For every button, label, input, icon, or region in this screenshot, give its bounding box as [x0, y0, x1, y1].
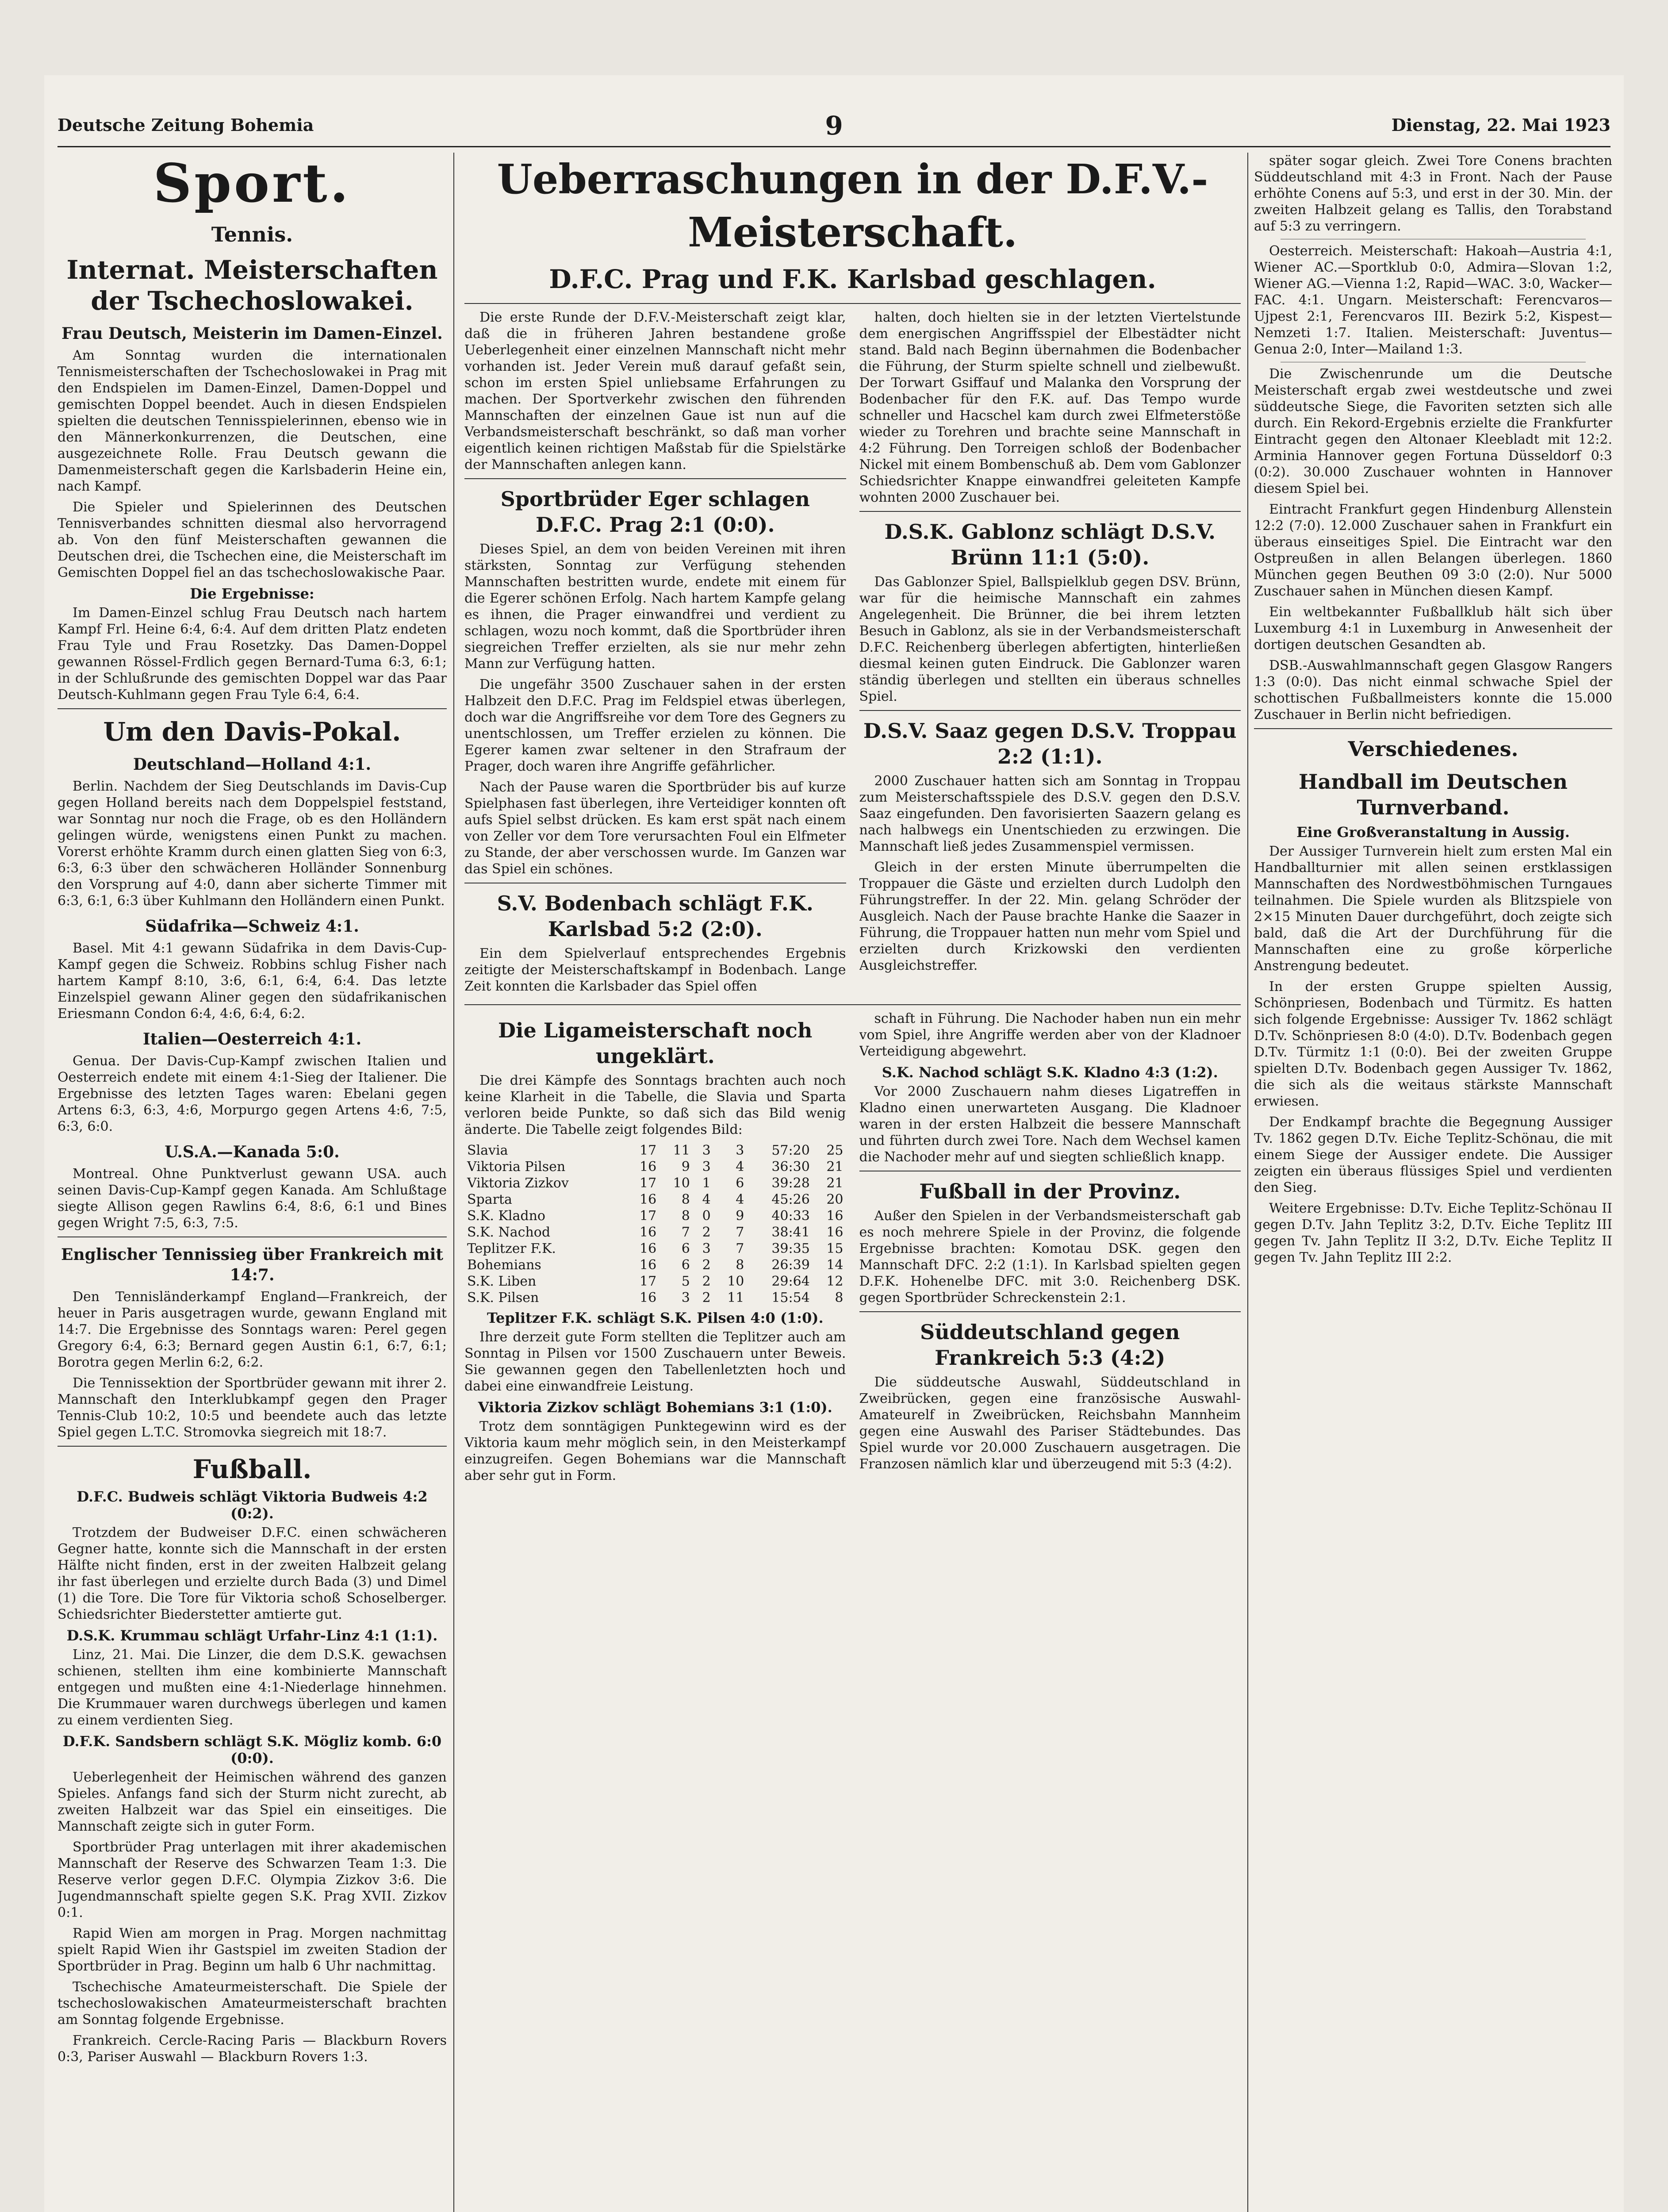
table-cell: 8: [736, 1257, 744, 1273]
table-cell: 4: [736, 1159, 744, 1175]
table-cell: 8: [681, 1192, 690, 1207]
table-cell: 11: [727, 1290, 744, 1306]
article-subheadline: Frau Deutsch, Meisterin im Damen-Einzel.: [61, 324, 443, 343]
table-cell: 17: [640, 1208, 657, 1224]
article-paragraph: Die Tennissektion der Sportbrüder gewann mit ihrer 2. Mannschaft den Interklubkampf gegen den Prager Tennis-Club 10:2, 10:5 und beendete auch das letzte Spiel gegen L.T.C. Stromovka siegreich mit 18:7.: [58, 1375, 447, 1440]
newspaper-page: [44, 75, 1624, 2212]
table-cell: 26:39: [771, 1257, 810, 1273]
article-paragraph: Basel. Mit 4:1 gewann Südafrika in dem Davis-Cup-Kampf gegen die Schweiz. Robbins schlug Fisher nach hartem Kampf 8:10, 3:6, 6:1, 6:4, 6:4. Das letzte Einzelspiel gewann Aliner gegen den südafrikanischen Eriesmann Condon 6:4, 4:6, 6:4, 6:2.: [58, 941, 447, 1022]
divider: [58, 1446, 447, 1447]
article-headline: Handball im Deutschen Turnverband.: [1299, 770, 1568, 819]
table-cell: 2: [702, 1225, 711, 1240]
table-cell: 3: [702, 1159, 711, 1175]
article-paragraph: Rapid Wien am morgen in Prag. Morgen nachmittag spielt Rapid Wien ihr Gastspiel im zweiten Stadion der Sportbrüder in Prag. Beginn um halb 6 Uhr nachmittag.: [58, 1926, 447, 1974]
running-header: [58, 111, 1610, 142]
table-cell: 21: [826, 1159, 844, 1175]
table-cell: 16: [826, 1225, 844, 1240]
article-headline: Die Ligameisterschaft noch ungeklärt.: [498, 1018, 813, 1068]
table-cell: S.K. Kladno: [467, 1208, 545, 1224]
table-cell: Slavia: [467, 1143, 508, 1158]
article-paragraph: Montreal. Ohne Punktverlust gewann USA. auch seinen Davis-Cup-Kampf gegen Kanada. Am Schlußtage siegte Allison gegen Rawlins 6:4, 8:6, 6:1 und Bines gegen Wright 7:5, 6:3, 7:5.: [58, 1166, 447, 1231]
divider: [859, 710, 1241, 711]
article-subheadline: U.S.A.—Kanada 5:0.: [165, 1143, 340, 1161]
divider: [464, 303, 1241, 304]
table-cell: 16: [640, 1225, 657, 1240]
table-cell: 25: [826, 1143, 844, 1158]
table-cell: 10: [673, 1175, 690, 1191]
table-cell: 9: [736, 1208, 744, 1224]
article-paragraph: Trotzdem der Budweiser D.F.C. einen schwächeren Gegner hatte, konnte sich die Mannschaft in der ersten Hälfte nicht finden, erst in der zweiten Halbzeit gelang ihr fast überlegen und erzielte durch Bada (3) und Dimel (1) die Tore. Die Tore für Viktoria schoß Schoselberger. Schiedsrichter Biederstetter amtierte gut.: [58, 1525, 447, 1622]
article-paragraph: Im Damen-Einzel schlug Frau Deutsch nach hartem Kampf Frl. Heine 6:4, 6:4. Auf dem dritten Platz endeten Frau Tyle und Frau Rosetzky. Das Damen-Doppel gewannen Rössel-Frdlich gegen Bernard-Tuma 6:3, 6:1; in der Schlußrunde des gemischten Doppel war das Paar Deutsch-Kuhlmann gegen Frau Tyle 6:4, 6:4.: [58, 605, 447, 703]
article-subheadline: D.F.C. Budweis schlägt Viktoria Budweis 4:2 (0:2).: [77, 1488, 428, 1522]
article-paragraph: Tschechische Amateurmeisterschaft. Die Spiele der tschechoslowakischen Amateurmeisterschaft brachten am Sonntag folgende Ergebnisse.: [58, 1979, 447, 2028]
article-subheadline: D.S.K. Krummau schlägt Urfahr-Linz 4:1 (1:1).: [66, 1627, 438, 1644]
table-cell: 7: [736, 1241, 744, 1256]
table-row: [464, 1224, 846, 1240]
divider: [464, 1004, 1241, 1005]
table-cell: 2: [702, 1257, 711, 1273]
table-cell: 3: [702, 1143, 711, 1158]
article-subheadline: Deutschland—Holland 4:1.: [133, 755, 372, 774]
table-cell: 17: [640, 1175, 657, 1191]
article-paragraph: Vor 2000 Zuschauern nahm dieses Ligatreffen in Kladno einen unerwarteten Ausgang. Die Kladnoer waren in der ersten Halbzeit die bessere Mannschaft und führten durch zwei Tore. Nach dem Wechsel kamen die Nachoder mehr auf und siegten schließlich knapp.: [859, 1084, 1241, 1165]
article-column-right: [859, 309, 1241, 999]
article-paragraph: Gleich in der ersten Minute überrumpelten die Troppauer die Gäste und erzielten durch Ludolph den Führungstreffer. In der 22. Min. gelang Schröder der Ausgleich. Nach der Pause brachte Hanke die Saazer in Führung, die Troppauer hatten nun mehr vom Spiel und erzielten durch Krizkowski den verdienten Ausgleichstreffer.: [859, 860, 1241, 973]
table-cell: 15: [826, 1241, 844, 1256]
table-row: [464, 1191, 846, 1208]
article-paragraph: Die süddeutsche Auswahl, Süddeutschland in Zweibrücken, gegen eine französische Auswahl-Amateurelf in Zweibrücken, Reichsbahn Mannheim gegen eine Auswahl des Pariser Städtebundes. Das Spiel wurde vor 20.000 Zuschauern ausgetragen. Die Franzosen nämlich klar und überzeugend mit 5:3 (4:2).: [859, 1375, 1241, 1472]
article-column-right: [859, 1010, 1241, 1488]
divider: [859, 511, 1241, 512]
header-rule: [58, 146, 1610, 147]
article-paragraph: Ein weltbekannter Fußballklub hält sich über Luxemburg 4:1 in Luxemburg in Anwesenheit der dortigen deutschen Gesandten ab.: [1254, 604, 1612, 653]
article-subheadline: D.F.K. Sandsbern schlägt S.K. Mögliz komb. 6:0 (0:0).: [62, 1733, 442, 1767]
table-cell: Sparta: [467, 1192, 512, 1207]
table-cell: 15:54: [771, 1290, 810, 1306]
article-headline: S.V. Bodenbach schlägt F.K. Karlsbad 5:2 (2:0).: [497, 891, 813, 941]
table-cell: 36:30: [771, 1159, 810, 1175]
article-paragraph: DSB.-Auswahlmannschaft gegen Glasgow Rangers 1:3 (0:0). Das nicht einmal schwache Spiel der schottischen Fußballmeisters konnte die 15.000 Zuschauer in Berlin nicht befriedigen.: [1254, 658, 1612, 722]
table-cell: 3: [736, 1143, 744, 1158]
table-row: [464, 1240, 846, 1257]
table-cell: Teplitzer F.K.: [467, 1241, 556, 1256]
table-cell: S.K. Nachod: [467, 1225, 551, 1240]
results-paragraph: Oesterreich. Meisterschaft: Hakoah—Austria 4:1, Wiener AC.—Sportklub 0:0, Admira—Slovan 1:2, Wiener AG.—Vienna 1:2, Rapid—WAC. 3:0, Wacker—FAC. 4:1. Ungarn. Meisterschaft: Ferencvaros—Ujpest 2:1, Ferencvaros III. Bezirk 5:2, Kispest—Nemzeti 1:7. Italien. Meisterschaft: Juventus—Genua 2:0, Inter—Mailand 1:3.: [1254, 243, 1612, 357]
article-paragraph: Am Sonntag wurden die internationalen Tennismeisterschaften der Tschechoslowakei in Prag mit den Endspielen im Damen-Einzel, Damen-Doppel und gemischten Doppel beendet. Auch in diesen Endspielen spielten die deutschen Tennisspielerinnen, ebenso wie in den Männerkonkurrenzen, die Deutschen, eine ausgezeichnete Rolle. Frau Deutsch gewann die Damenmeisterschaft gegen die Karlsbaderin Heine ein, nach Kampf.: [58, 348, 447, 494]
table-cell: 45:26: [771, 1192, 810, 1207]
article-headline: Fußball.: [192, 1454, 312, 1484]
article-subheadline: Südafrika—Schweiz 4:1.: [145, 917, 359, 936]
table-cell: 16: [640, 1159, 657, 1175]
table-cell: 7: [736, 1225, 744, 1240]
article-column-left: [464, 309, 846, 999]
divider: [1254, 728, 1612, 729]
table-row: [464, 1257, 846, 1273]
table-row: [464, 1208, 846, 1224]
table-cell: 1: [702, 1175, 711, 1191]
article-paragraph: Der Endkampf brachte die Begegnung Aussiger Tv. 1862 gegen D.Tv. Eiche Teplitz-Schönau, die mit einem Siege der Aussiger endete. Die Aussiger zeigten ein überaus flüssiges Spiel und verdienten den Sieg.: [1254, 1114, 1612, 1195]
article-paragraph: Ihre derzeit gute Form stellten die Teplitzer auch am Sonntag in Pilsen vor 1500 Zuschauern unter Beweis. Sie gewannen gegen den Tabellenletzten hoch und dabei eine einwandfreie Leistung.: [464, 1329, 846, 1394]
article-subheadline: Viktoria Zizkov schlägt Bohemians 3:1 (1:0).: [478, 1399, 832, 1416]
table-row: [464, 1290, 846, 1306]
column-right: [1254, 153, 1612, 2212]
table-cell: 11: [673, 1143, 690, 1158]
article-paragraph: schaft in Führung. Die Nachoder haben nun ein mehr vom Spiel, ihre Angriffe werden aber von der Kladnoer Verteidigung abgewehrt.: [859, 1011, 1241, 1059]
article-paragraph: Weitere Ergebnisse: D.Tv. Eiche Teplitz-Schönau II gegen D.Tv. Jahn Teplitz 3:2, D.Tv. Eiche Teplitz III gegen Tv. Jahn Teplitz II 3:2, D.Tv. Eiche Teplitz II gegen Tv. Jahn Teplitz III 2:2.: [1254, 1201, 1612, 1265]
table-cell: 3: [681, 1290, 690, 1306]
article-headline: D.S.V. Saaz gegen D.S.V. Troppau 2:2 (1:1).: [863, 719, 1237, 768]
article-paragraph: Das Gablonzer Spiel, Ballspielklub gegen DSV. Brünn, war für die heimische Mannschaft ein zahmes Angelegenheit. Die Brünner, die bei ihrem letzten Besuch in Gablonz, als sie in der Verbandsmeisterschaft D.F.C. Reichenberg überlegen abfertigten, hinterließen diesmal keinen guten Eindruck. Die Gablonzer waren ständig überlegen und stellten ein überaus schnelles Spiel.: [859, 574, 1241, 704]
tennis-section-head: Tennis.: [211, 223, 293, 246]
table-cell: 9: [681, 1159, 690, 1175]
main-subheadline: D.F.C. Prag und F.K. Karlsbad geschlagen.: [549, 264, 1156, 294]
page-number: 9: [825, 111, 843, 141]
article-paragraph: Eintracht Frankfurt gegen Hindenburg Allenstein 12:2 (7:0). 12.000 Zuschauer sahen in Frankfurt ein überaus einseitiges Spiel. Die Eintracht war den Ostpreußen in allen Belangen überlegen. 1860 München gegen Beuthen 09 3:0 (2:0). Nur 5000 Zuschauer sahen in München diesen Kampf.: [1254, 502, 1612, 599]
article-paragraph: Dieses Spiel, an dem von beiden Vereinen mit ihren stärksten, Sonntag zur Verfügung stehenden Mannschaften bestritten wurde, endete mit einem für die Egerer schönen Erfolg. Nach hartem Kampfe gelang es ihnen, die Prager einwandfrei und verdient zu schlagen, wozu noch kommt, daß die Sportbrüder ihren siegreichen Treffer erzielten, als sie nur mehr zehn Mann zur Verfügung hatten.: [464, 541, 846, 672]
article-subheadline: Teplitzer F.K. schlägt S.K. Pilsen 4:0 (1:0).: [487, 1310, 824, 1326]
table-cell: 17: [640, 1143, 657, 1158]
article-headline: Fußball in der Provinz.: [919, 1179, 1181, 1203]
divider: [859, 1311, 1241, 1312]
table-cell: 16: [640, 1192, 657, 1207]
table-cell: 38:41: [771, 1225, 810, 1240]
article-paragraph: Die ungefähr 3500 Zuschauer sahen in der ersten Halbzeit den D.F.C. Prag im Feldspiel etwas überlegen, doch war die Angriffsreihe vor dem Tore des Gegners zu unentschlossen, um Treffer erzielen zu können. Die Egerer kamen zwar seltener in den Strafraum der Prager, doch waren ihre Angriffe gefährlicher.: [464, 677, 846, 774]
table-cell: S.K. Liben: [467, 1274, 537, 1289]
table-cell: Viktoria Pilsen: [467, 1159, 566, 1175]
table-cell: 16: [826, 1208, 844, 1224]
article-headline: D.S.K. Gablonz schlägt D.S.V. Brünn 11:1 (5:0).: [884, 520, 1216, 569]
article-paragraph: Der Aussiger Turnverein hielt zum ersten Mal ein Handballturnier mit allen seinen erstklassigen Mannschaften des Nordwestböhmischen Turngaues teilnahmen. Die Spiele wurden als Blitzspiele von 2×15 Minuten Dauer durchgeführt, doch zeigte sich bald, daß die Art der Durchführung für die Mannschaften eine zu große körperliche Anstrengung bedeutet.: [1254, 844, 1612, 974]
table-cell: 14: [826, 1257, 844, 1273]
article-paragraph: Außer den Spielen in der Verbandsmeisterschaft gab es noch mehrere Spiele in der Provinz, die folgende Ergebnisse brachten: Komotau DSK. gegen den Mannschaft DFC. 2:2 (1:1). In Karlsbad spielten gegen D.F.K. Hohenelbe DFC. mit 3:0. Reichenberg DSK. gegen Sportbrüder Schreckenstein 2:1.: [859, 1208, 1241, 1306]
table-cell: 10: [727, 1274, 744, 1289]
article-subheadline: Italien—Oesterreich 4:1.: [142, 1030, 362, 1048]
column-separator: [453, 153, 454, 2212]
article-headline: Englischer Tennissieg über Frankreich mit 14:7.: [61, 1245, 443, 1284]
article-paragraph: später sogar gleich. Zwei Tore Conens brachten Süddeutschland mit 4:3 in Front. Nach der Pause erhöhte Conens auf 5:3, und erst in der 30. Min. der zweiten Halbzeit gelang es Tallis, den Torabstand auf 5:3 zu verringern.: [1254, 153, 1612, 234]
table-cell: 2: [702, 1290, 711, 1306]
article-paragraph: Berlin. Nachdem der Sieg Deutschlands im Davis-Cup gegen Holland bereits nach dem Doppelspiel feststand, war Sonntag nur noch die Frage, ob es den Holländern gelingen würde, wenigstens einen Punkt zu machen. Vorerst erhöhte Kramm durch einen glatten Sieg von 6:3, 6:3, 6:3 über den schwächeren Holländer Sonnenburg den Vorsprung auf 4:0, dann aber sicherte Timmer mit 6:3, 6:1, 6:3 über Kuhlmann den Holländern einen Punkt.: [58, 779, 447, 909]
article-paragraph: Trotz dem sonntägigen Punktegewinn wird es der Viktoria kaum mehr möglich sein, in den Meisterkampf einzugreifen. Gegen Bohemians war die Mannschaft aber sehr gut in Form.: [464, 1419, 846, 1483]
issue-date: Dienstag, 22. Mai 1923: [1391, 115, 1610, 135]
table-cell: 17: [640, 1274, 657, 1289]
article-paragraph: Ueberlegenheit der Heimischen während des ganzen Spieles. Anfangs fand sich der Sturm nicht zurecht, ab zweiten Halbzeit war das Spiel ein einseitiges. Die Mannschaft zeigte sich in guter Form.: [58, 1770, 447, 1834]
article-paragraph: Linz, 21. Mai. Die Linzer, die dem D.S.K. gewachsen schienen, stellten ihm eine kombinierte Mannschaft entgegen und mußten eine 4:1-Niederlage hinnehmen. Die Krummauer waren durchwegs überlegen und kamen zu einem verdienten Sieg.: [58, 1647, 447, 1728]
main-headline: Ueberraschungen in der D.F.V.-Meisterschaft.: [497, 155, 1208, 256]
article-paragraph: In der ersten Gruppe spielten Aussig, Schönpriesen, Bodenbach und Türmitz. Es hatten sich folgende Ergebnisse: Aussiger Tv. 1862 schlägt D.Tv. Schönpriesen 8:0 (4:0). D.Tv. Bodenbach gegen D.Tv. Türmitz 1:1 (0:0). Bei der zweiten Gruppe spielten D.Tv. Bodenbach gegen Aussiger Tv. 1862, die sich als die weitaus stärkste Mannschaft erwiesen.: [1254, 979, 1612, 1109]
table-row: [464, 1159, 846, 1175]
table-cell: 6: [681, 1241, 690, 1256]
article-subheadline: S.K. Nachod schlägt S.K. Kladno 4:3 (1:2).: [882, 1064, 1218, 1081]
article-headline: Sportbrüder Eger schlagen D.F.C. Prag 2:1 (0:0).: [500, 487, 810, 537]
table-cell: 20: [826, 1192, 844, 1207]
league-table: [464, 1142, 846, 1306]
section-title: Sport.: [153, 153, 351, 215]
table-cell: 8: [681, 1208, 690, 1224]
article-paragraph: Die erste Runde der D.F.V.-Meisterschaft zeigt klar, daß die in früheren Jahren bestandene große Ueberlegenheit einer einzelnen Mannschaft nicht mehr vorhanden ist. Jeder Verein muß darauf gefaßt sein, schon im ersten Spiel unliebsame Erfahrungen zu machen. Der Sportverkehr zwischen den führenden Mannschaften der einzelnen Gaue ist nun auf die Verbandsmeisterschaft beschränkt, so daß man vorher eigentlich keinen richtigen Maßstab für die Spielstärke der Mannschaften anlegen kann.: [464, 310, 846, 472]
table-cell: 16: [640, 1241, 657, 1256]
article-paragraph: Sportbrüder Prag unterlagen mit ihrer akademischen Mannschaft der Reserve des Schwarzen Team 1:3. Die Reserve verlor gegen D.F.C. Olympia Zizkov 3:6. Die Jugendmannschaft spielte gegen S.K. Prag XVII. Zizkov 0:1.: [58, 1839, 447, 1920]
article-paragraph: Die drei Kämpfe des Sonntags brachten auch noch keine Klarheit in die Tabelle, die Slavia und Sparta verloren beide Punkte, so daß sich das Bild wenig änderte. Die Tabelle zeigt folgendes Bild:: [464, 1073, 846, 1137]
table-cell: 4: [702, 1192, 711, 1207]
table-cell: 57:20: [771, 1143, 810, 1158]
article-paragraph: Frankreich. Cercle-Racing Paris — Blackburn Rovers 0:3, Pariser Auswahl — Blackburn Rovers 1:3.: [58, 2033, 447, 2065]
article-subheadline: Eine Großveranstaltung in Aussig.: [1296, 824, 1570, 841]
table-row: [464, 1273, 846, 1290]
divider: [464, 478, 846, 479]
article-paragraph: Genua. Der Davis-Cup-Kampf zwischen Italien und Oesterreich endete mit einem 4:1-Sieg der Italiener. Die Ergebnisse des letzten Tages waren: Ebelani gegen Artens 6:3, 6:3, 4:6, Morpurgo gegen Artens 4:6, 7:5, 6:3, 6:0.: [58, 1053, 447, 1134]
table-cell: 3: [702, 1241, 711, 1256]
table-cell: 0: [702, 1208, 711, 1224]
divider: [58, 708, 447, 709]
article-paragraph: Ein dem Spielverlauf entsprechendes Ergebnis zeitigte der Meisterschaftskampf in Bodenbach. Lange Zeit konnten die Karlsbader das Spiel offen: [464, 946, 846, 994]
table-cell: Bohemians: [467, 1257, 541, 1273]
table-cell: 39:35: [771, 1241, 810, 1256]
table-row: [464, 1175, 846, 1191]
table-cell: 7: [681, 1225, 690, 1240]
table-cell: S.K. Pilsen: [467, 1290, 539, 1306]
section-title: Verschiedenes.: [1348, 737, 1518, 761]
newspaper-name: Deutsche Zeitung Bohemia: [58, 115, 314, 135]
article-headline: Süddeutschland gegen Frankreich 5:3 (4:2): [920, 1320, 1180, 1370]
column-meisterschaft: [464, 153, 1241, 2212]
table-cell: 16: [640, 1257, 657, 1273]
results-label: Die Ergebnisse:: [190, 585, 314, 602]
article-paragraph: Den Tennisländerkampf England—Frankreich, der heuer in Paris ausgetragen wurde, gewann England mit 14:7. Die Ergebnisse des Sonntags waren: Perel gegen Gregory 6:4, 6:3; Bernard gegen Austin 6:1, 6:7, 6:1; Borotra gegen Merlin 6:2, 6:2.: [58, 1289, 447, 1370]
article-column-left: [464, 1010, 846, 1488]
article-columns: [464, 309, 1241, 999]
article-headline: Um den Davis-Pokal.: [103, 717, 401, 747]
table-cell: 40:33: [771, 1208, 810, 1224]
table-cell: 12: [826, 1274, 844, 1289]
column-separator: [1247, 153, 1248, 2212]
article-paragraph: 2000 Zuschauer hatten sich am Sonntag in Troppau zum Meisterschaftsspiele des D.S.V. gegen den D.S.V. Saaz eingefunden. Den favorisierten Saazern gelang es nach halbwegs ein Unentschieden zu erzwingen. Die Mannschaft ließ jedes Zusammenspiel vermissen.: [859, 773, 1241, 854]
table-cell: 16: [640, 1290, 657, 1306]
article-paragraph: halten, doch hielten sie in der letzten Viertelstunde dem energischen Angriffsspiel der Elbestädter nicht stand. Bald nach Beginn übernahmen die Bodenbacher die Führung, der Sturm spielte schnell und zielbewußt. Der Torwart Gsiffauf und Malanka den Vorsprung der Bodenbacher für den F.K. auf. Das Tempo wurde schneller und Hacschel kam durch zwei Elfmeterstöße wieder zu Torehren und brachte seine Mannschaft in 4:2 Führung. Den Torreigen schloß der Bodenbacher Nickel mit einem Bombenschuß ab. Dem vom Gablonzer Schiedsrichter Knappe einwandfrei geleiteten Kampfe wohnten 2000 Zuschauer bei.: [859, 310, 1241, 505]
table-cell: 6: [736, 1175, 744, 1191]
article-paragraph: Die Zwischenrunde um die Deutsche Meisterschaft ergab zwei westdeutsche und zwei süddeutsche Siege, die Favoriten setzten sich alle durch. Ein Rekord-Ergebnis erzielte die Frankfurter Eintracht gegen den Altonaer Kleebladt mit 12:2. Arminia Hannover gegen Fortuna Düsseldorf 0:3 (0:2). 30.000 Zuschauer wohnten in Hannover diesem Spiel bei.: [1254, 366, 1612, 496]
column-sport: [58, 153, 447, 2212]
article-paragraph: Die Spieler und Spielerinnen des Deutschen Tennisverbandes schnitten diesmal also hervorragend ab. Von den fünf Meisterschaften gewannen die Deutschen drei, die Tschechen eine, die Meisterschaft im Gemischten Doppel fiel an das tschechoslowakische Paar.: [58, 499, 447, 580]
table-cell: 39:28: [771, 1175, 810, 1191]
article-paragraph: Nach der Pause waren die Sportbrüder bis auf kurze Spielphasen fast überlegen, ihre Verteidiger konnten oft aufs Spiel selbst drücken. Es kam erst spät nach einem von Zeller vor dem Tore verursachten Foul ein Elfmeter zu Stande, der aber verschossen wurde. Im Ganzen war das Spiel ein schönes.: [464, 780, 846, 877]
table-cell: 5: [681, 1274, 690, 1289]
table-row: [464, 1142, 846, 1159]
table-cell: 2: [702, 1274, 711, 1289]
table-cell: 29:64: [771, 1274, 810, 1289]
table-cell: 21: [826, 1175, 844, 1191]
table-cell: Viktoria Zizkov: [467, 1175, 569, 1191]
table-cell: 4: [736, 1192, 744, 1207]
article-columns: [464, 1010, 1241, 1488]
article-headline: Internat. Meisterschaften der Tschechoslowakei.: [66, 255, 438, 316]
table-cell: 8: [835, 1290, 844, 1306]
table-cell: 6: [681, 1257, 690, 1273]
